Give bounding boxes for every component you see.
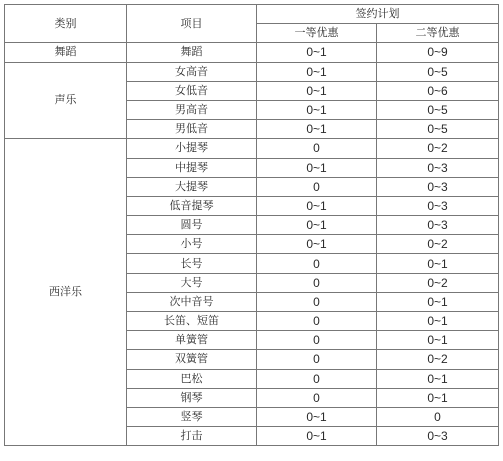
item-cell: 圆号 <box>127 216 257 235</box>
item-cell: 大号 <box>127 273 257 292</box>
header-item: 项目 <box>127 5 257 43</box>
item-cell: 舞蹈 <box>127 43 257 62</box>
item-cell: 大提琴 <box>127 177 257 196</box>
header-second-discount: 二等优惠 <box>377 24 499 43</box>
first-discount-cell: 0~1 <box>257 158 377 177</box>
second-discount-cell: 0~3 <box>377 216 499 235</box>
second-discount-cell: 0 <box>377 407 499 426</box>
first-discount-cell: 0~1 <box>257 216 377 235</box>
category-cell: 声乐 <box>5 62 127 139</box>
second-discount-cell: 0~6 <box>377 81 499 100</box>
first-discount-cell: 0~1 <box>257 43 377 62</box>
second-discount-cell: 0~3 <box>377 177 499 196</box>
item-cell: 单簧管 <box>127 331 257 350</box>
item-cell: 男低音 <box>127 120 257 139</box>
item-cell: 打击 <box>127 427 257 446</box>
second-discount-cell: 0~5 <box>377 62 499 81</box>
category-cell: 西洋乐 <box>5 139 127 446</box>
item-cell: 小提琴 <box>127 139 257 158</box>
item-cell: 长号 <box>127 254 257 273</box>
first-discount-cell: 0 <box>257 350 377 369</box>
first-discount-cell: 0 <box>257 177 377 196</box>
second-discount-cell: 0~1 <box>377 388 499 407</box>
second-discount-cell: 0~9 <box>377 43 499 62</box>
table-body <box>5 43 499 446</box>
second-discount-cell: 0~1 <box>377 331 499 350</box>
second-discount-cell: 0~1 <box>377 369 499 388</box>
table-row <box>5 62 499 81</box>
first-discount-cell: 0 <box>257 139 377 158</box>
second-discount-cell: 0~5 <box>377 120 499 139</box>
first-discount-cell: 0~1 <box>257 235 377 254</box>
second-discount-cell: 0~3 <box>377 427 499 446</box>
item-cell: 钢琴 <box>127 388 257 407</box>
first-discount-cell: 0~1 <box>257 196 377 215</box>
first-discount-cell: 0~1 <box>257 62 377 81</box>
first-discount-cell: 0 <box>257 254 377 273</box>
item-cell: 女低音 <box>127 81 257 100</box>
first-discount-cell: 0~1 <box>257 427 377 446</box>
second-discount-cell: 0~1 <box>377 254 499 273</box>
first-discount-cell: 0~1 <box>257 100 377 119</box>
item-cell: 男高音 <box>127 100 257 119</box>
second-discount-cell: 0~3 <box>377 196 499 215</box>
item-cell: 低音提琴 <box>127 196 257 215</box>
second-discount-cell: 0~2 <box>377 350 499 369</box>
header-first-discount: 一等优惠 <box>257 24 377 43</box>
item-cell: 小号 <box>127 235 257 254</box>
item-cell: 长笛、短笛 <box>127 312 257 331</box>
first-discount-cell: 0~1 <box>257 81 377 100</box>
second-discount-cell: 0~5 <box>377 100 499 119</box>
first-discount-cell: 0 <box>257 369 377 388</box>
second-discount-cell: 0~2 <box>377 139 499 158</box>
second-discount-cell: 0~1 <box>377 292 499 311</box>
item-cell: 竖琴 <box>127 407 257 426</box>
item-cell: 中提琴 <box>127 158 257 177</box>
table-header <box>5 5 499 43</box>
header-plan: 签约计划 <box>257 5 499 24</box>
second-discount-cell: 0~1 <box>377 312 499 331</box>
category-cell: 舞蹈 <box>5 43 127 62</box>
second-discount-cell: 0~3 <box>377 158 499 177</box>
item-cell: 次中音号 <box>127 292 257 311</box>
header-category: 类别 <box>5 5 127 43</box>
first-discount-cell: 0 <box>257 273 377 292</box>
item-cell: 女高音 <box>127 62 257 81</box>
item-cell: 双簧管 <box>127 350 257 369</box>
first-discount-cell: 0 <box>257 292 377 311</box>
admission-plan-table <box>4 4 499 446</box>
table-row <box>5 43 499 62</box>
item-cell: 巴松 <box>127 369 257 388</box>
table-row <box>5 139 499 158</box>
first-discount-cell: 0 <box>257 331 377 350</box>
first-discount-cell: 0 <box>257 388 377 407</box>
first-discount-cell: 0~1 <box>257 407 377 426</box>
second-discount-cell: 0~2 <box>377 273 499 292</box>
first-discount-cell: 0~1 <box>257 120 377 139</box>
second-discount-cell: 0~2 <box>377 235 499 254</box>
first-discount-cell: 0 <box>257 312 377 331</box>
